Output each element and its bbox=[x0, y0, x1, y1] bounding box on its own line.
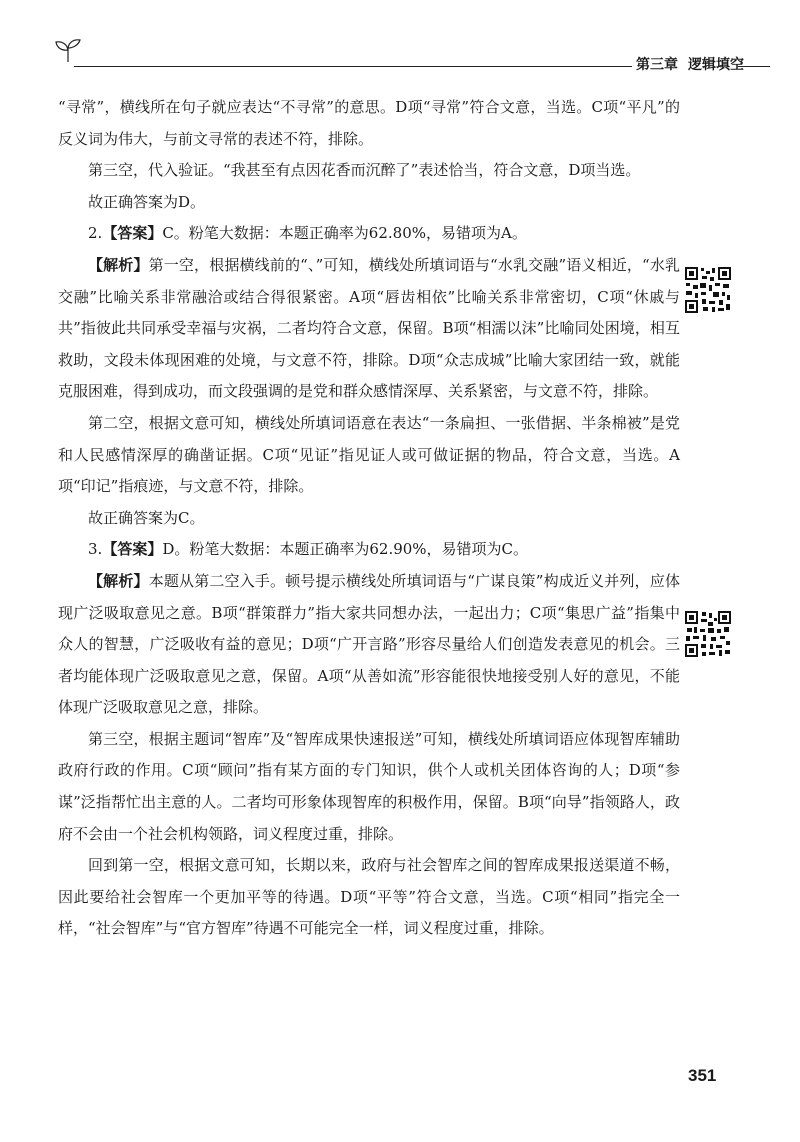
question-number: 3. bbox=[88, 540, 103, 559]
chapter-number: 第三章 bbox=[636, 57, 678, 73]
sprout-icon bbox=[54, 38, 82, 64]
header-rule-left bbox=[74, 66, 632, 67]
conclusion: 故正确答案为C。 bbox=[88, 508, 205, 527]
question-3-answer bbox=[58, 534, 680, 566]
question-2-answer bbox=[58, 218, 680, 250]
paragraph: 回到第一空，根据文意可知，长期以来，政府与社会智库之间的智库成果报送渠道不畅，因此要给社会智库一个更加平等的待遇。D项“平等”符合文意，当选。C项“相同”指完全一样，“社会智库”与“官方智库”待遇不可能完全一样，词义程度过重，排除。 bbox=[58, 856, 680, 938]
answer-text: D。粉笔大数据：本题正确率为62.90%，易错项为C。 bbox=[162, 540, 529, 559]
analysis-label: 【解析】 bbox=[88, 571, 149, 590]
page-number: 351 bbox=[688, 1066, 717, 1085]
answer-label: 【答案】 bbox=[102, 540, 163, 559]
chapter-title bbox=[636, 54, 744, 74]
header-rule-right bbox=[738, 66, 770, 67]
answer-label: 【答案】 bbox=[102, 224, 163, 243]
paragraph: “寻常”，横线所在句子就应表达“不寻常”的意思。D项“寻常”符合文意，当选。C项“平凡”的反义词为伟大，与前文寻常的表述不符，排除。 bbox=[58, 98, 680, 148]
conclusion: 故正确答案为D。 bbox=[88, 192, 206, 211]
page-body bbox=[58, 92, 680, 945]
paragraph: 第三空，代入验证。“我甚至有点因花香而沉醉了”表述恰当，符合文意，D项当选。 bbox=[88, 161, 641, 180]
question-3-analysis bbox=[58, 566, 680, 724]
answer-text: C。粉笔大数据：本题正确率为62.80%，易错项为A。 bbox=[162, 224, 527, 243]
analysis-text: 本题从第二空入手。顿号提示横线处所填词语与“广谋良策”构成近义并列，应体现广泛吸取意见之意。B项“群策群力”指大家共同想办法，一起出力；C项“集思广益”指集中众人的智慧，广泛吸收有益的意见；D项“广开言路”形容尽量给人们创造发表意见的机会。三者均能体现广泛吸取意见之意，保留。A项“从善如流”形容能很快地接受别人好的意见，不能体现广泛吸取意见之意，排除。 bbox=[58, 571, 680, 717]
analysis-label: 【解析】 bbox=[88, 255, 149, 274]
question-2-analysis bbox=[58, 250, 680, 408]
analysis-text: 第一空，根据横线前的“、”可知，横线处所填词语与“水乳交融”语义相近，“水乳交融”比喻关系非常融洽或结合得很紧密。A项“唇齿相依”比喻关系非常密切，C项“休戚与共”指彼此共同承受幸福与灾祸，二者均符合文意，保留。B项“相濡以沫”比喻同处困境，相互救助，文段未体现困难的处境，与文意不符，排除。D项“众志成城”比喻大家团结一致，就能克服困难，得到成功，而文段强调的是党和群众感情深厚、关系紧密，与文意不符，排除。 bbox=[58, 255, 680, 401]
qr-code-icon[interactable] bbox=[684, 266, 732, 314]
question-number: 2. bbox=[88, 224, 103, 243]
page-header bbox=[50, 50, 770, 80]
section-title: 逻辑填空 bbox=[688, 57, 744, 73]
paragraph: 第三空，根据主题词“智库”及“智库成果快速报送”可知，横线处所填词语应体现智库辅助政府行政的作用。C项“顾问”指有某方面的专门知识，供个人或机关团体咨询的人；D项“参谋”泛指帮忙出主意的人。二者均可形象体现智库的积极作用，保留。B项“向导”指领路人，政府不会由一个社会机构领路，词义程度过重，排除。 bbox=[58, 729, 680, 843]
qr-code-icon[interactable] bbox=[684, 610, 732, 658]
paragraph: 第二空，根据文意可知，横线处所填词语意在表达“一条扁担、一张借据、半条棉被”是党和人民感情深厚的确凿证据。C项“见证”指见证人或可做证据的物品，符合文意，当选。A项“印记”指痕迹，与文意不符，排除。 bbox=[58, 413, 680, 496]
